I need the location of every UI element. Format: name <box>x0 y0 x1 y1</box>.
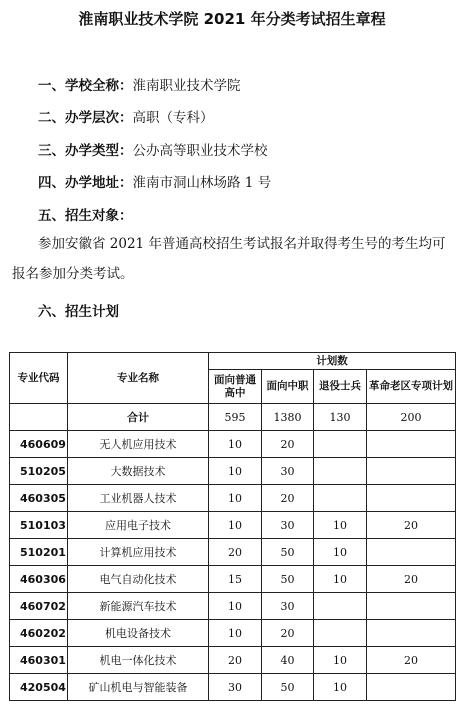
cell-name: 工业机器人技术 <box>68 485 209 512</box>
section-address <box>38 171 271 191</box>
cell-name: 矿山机电与智能装备 <box>68 674 209 701</box>
section-label: 四、办学地址： <box>38 175 133 191</box>
cell-code: 510205 <box>10 458 68 485</box>
table-body <box>10 431 456 701</box>
total-code <box>10 404 68 431</box>
table-row <box>10 620 456 647</box>
cell-revolutionary-area <box>367 485 456 512</box>
cell-veterans: 10 <box>314 647 367 674</box>
cell-revolutionary-area: 20 <box>367 647 456 674</box>
cell-veterans: 10 <box>314 539 367 566</box>
cell-code: 460609 <box>10 431 68 458</box>
cell-general-high-school: 20 <box>209 647 262 674</box>
cell-name: 电气自动化技术 <box>68 566 209 593</box>
cell-general-high-school: 10 <box>209 485 262 512</box>
header-veterans: 退役士兵 <box>314 370 367 404</box>
table-row <box>10 593 456 620</box>
section-value: 淮南职业技术学院 <box>132 78 241 94</box>
cell-revolutionary-area <box>367 431 456 458</box>
table-total-row <box>10 404 456 431</box>
cell-general-high-school: 10 <box>209 593 262 620</box>
cell-veterans <box>314 593 367 620</box>
total-d: 200 <box>367 404 456 431</box>
cell-vocational: 20 <box>262 485 314 512</box>
cell-name: 应用电子技术 <box>68 512 209 539</box>
cell-vocational: 20 <box>262 431 314 458</box>
cell-name: 机电一体化技术 <box>68 647 209 674</box>
cell-vocational: 40 <box>262 647 314 674</box>
document-title: 淮南职业技术学院 2021 年分类考试招生章程 <box>78 10 386 28</box>
section-label: 五、招生对象： <box>38 208 133 224</box>
cell-revolutionary-area <box>367 593 456 620</box>
cell-vocational: 50 <box>262 674 314 701</box>
section-level <box>38 106 214 126</box>
header-vocational: 面向中职 <box>262 370 314 404</box>
section-school-name <box>38 74 241 94</box>
table-row <box>10 485 456 512</box>
cell-code: 510103 <box>10 512 68 539</box>
total-label: 合计 <box>68 404 209 431</box>
table-row <box>10 674 456 701</box>
cell-revolutionary-area: 20 <box>367 512 456 539</box>
cell-vocational: 30 <box>262 593 314 620</box>
header-code: 专业代码 <box>10 353 68 404</box>
cell-veterans: 10 <box>314 566 367 593</box>
section-value: 淮南市洞山林场路 1 号 <box>132 175 272 191</box>
section-type <box>38 139 268 159</box>
cell-vocational: 30 <box>262 512 314 539</box>
section-label: 一、学校全称： <box>38 78 133 94</box>
cell-general-high-school: 20 <box>209 539 262 566</box>
section-label: 二、办学层次： <box>38 110 133 126</box>
cell-general-high-school: 10 <box>209 458 262 485</box>
section-label: 三、办学类型： <box>38 143 133 159</box>
cell-code: 460301 <box>10 647 68 674</box>
header-revolutionary-area: 革命老区专项计划 <box>367 370 456 404</box>
cell-general-high-school: 30 <box>209 674 262 701</box>
cell-name: 新能源汽车技术 <box>68 593 209 620</box>
table-row <box>10 512 456 539</box>
cell-code: 460305 <box>10 485 68 512</box>
cell-revolutionary-area: 20 <box>367 566 456 593</box>
table-header-row <box>10 353 456 370</box>
cell-code: 510201 <box>10 539 68 566</box>
cell-veterans <box>314 458 367 485</box>
cell-veterans <box>314 485 367 512</box>
cell-general-high-school: 10 <box>209 620 262 647</box>
total-b: 1380 <box>262 404 314 431</box>
plan-heading <box>38 300 119 320</box>
enrollment-plan-table <box>9 352 456 701</box>
cell-vocational: 30 <box>262 458 314 485</box>
table-row <box>10 647 456 674</box>
total-a: 595 <box>209 404 262 431</box>
section-value: 高职（专科） <box>132 110 214 126</box>
cell-veterans <box>314 431 367 458</box>
header-general-high-school: 面向普通高中 <box>209 370 262 404</box>
cell-veterans: 10 <box>314 674 367 701</box>
cell-name: 计算机应用技术 <box>68 539 209 566</box>
cell-code: 460202 <box>10 620 68 647</box>
header-plan-group: 计划数 <box>209 353 456 370</box>
cell-code: 460306 <box>10 566 68 593</box>
cell-vocational: 50 <box>262 566 314 593</box>
section-value: 公办高等职业技术学校 <box>132 143 268 159</box>
header-name: 专业名称 <box>68 353 209 404</box>
cell-general-high-school: 10 <box>209 512 262 539</box>
cell-revolutionary-area <box>367 458 456 485</box>
cell-veterans: 10 <box>314 512 367 539</box>
section-target <box>38 204 133 224</box>
cell-code: 460702 <box>10 593 68 620</box>
cell-vocational: 50 <box>262 539 314 566</box>
table-row <box>10 539 456 566</box>
cell-general-high-school: 10 <box>209 431 262 458</box>
cell-vocational: 20 <box>262 620 314 647</box>
cell-revolutionary-area <box>367 674 456 701</box>
table-row <box>10 458 456 485</box>
cell-revolutionary-area <box>367 620 456 647</box>
table-row <box>10 431 456 458</box>
cell-name: 机电设备技术 <box>68 620 209 647</box>
cell-name: 无人机应用技术 <box>68 431 209 458</box>
total-c: 130 <box>314 404 367 431</box>
cell-veterans <box>314 620 367 647</box>
plan-heading-text: 六、招生计划 <box>38 304 119 320</box>
cell-name: 大数据技术 <box>68 458 209 485</box>
target-paragraph: 参加安徽省 2021 年普通高校招生考试报名并取得考生号的考生均可报名参加分类考试。 <box>12 236 446 282</box>
cell-general-high-school: 15 <box>209 566 262 593</box>
cell-revolutionary-area <box>367 539 456 566</box>
cell-code: 420504 <box>10 674 68 701</box>
table-row <box>10 566 456 593</box>
